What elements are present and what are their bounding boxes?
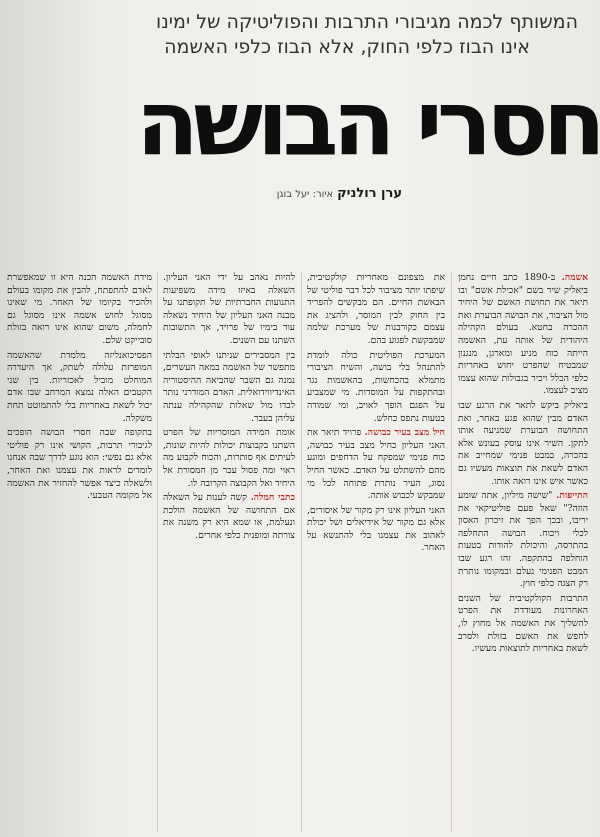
paragraph: התרבות הקולקטיבית של השנים האחרונות מעודדת את הפרט להשליך את האשמה אל מחוץ לו, לחפש את האשם בזולת ולסרב לשאת באחריות לתוצאות מעשיו. [458,592,588,655]
column-divider [301,272,302,832]
paragraph: בין המסבירים שניתנו לאופי הבלתי מתפשר של האשמה במאה העשרים, נמנה גם השבר שהביאה ההיסטוריה האינדיווידואלית. האדם המודרני נותר לבדו מול שאלות שהקהילה ענתה עליהן בעבר. [163,349,295,424]
paragraph: האני העליון אינו רק מקור של איסורים, אלא גם מקור של אידיאלים ושל יכולת לאהוב את עצמנו בלי להתנשא על האחר. [307,504,445,554]
paragraph: התייפות. "שישה מיליון, אתה שומע הוזה?" שאל פעם פוליטיקאי את יריבו, ובכך הפך את זיכרון האסון לכלי ויכוח. הבושה התחלפה בהתרסה, והיכולת להודות בטעות הוחלפה בהתקפה. זהו רגע שבו המבט הפנימי נעלם ובמקומו נותרת רק הצגה כלפי חוץ. [458,490,588,590]
paragraph: חיל מצב בעיר כבושה. פרויד תיאר את האני העליון כחיל מצב בעיר כבושה, כוח פנימי שמפקח על הדחפים ומונע מהם להשתלט על האדם. כאשר החיל נסוג, העיר נותרת פתוחה לכל מי שמבקש לכבוש אותה. [307,427,445,502]
paragraph: אומת המידה המוסריות של הפרט השתנו בקבוצות יכולות להיות שונות, לעיתים אף סותרות, והכוח לקבוע מה ראוי ומה פסול עבר מן המסורת אל היחיד ואל הקבוצה הקרובה לו. [163,427,295,489]
section-lead: אשמה. [561,272,588,283]
paragraph: כתבי חמלה. קשה לענות על השאלה אם התחושה של האשמה הולכת ונעלמת, או שמא היא רק משנה את צורתה ומופנית כלפי אחרים. [163,492,295,541]
article-column-4 [7,272,152,837]
headline: חסרי הבושה [135,71,600,176]
article-column-1 [458,272,588,837]
paragraph: המערכת הפוליטית כולה לומדת להתנהל בלי בושה, והשיח הציבורי מתמלא בהכחשות, בהאשמות נגד ובהתקפות על המוסדות. מי שמצביע על הפגם הופך לאויב, ומי שמודה בטעות נתפס כחלש. [307,349,445,424]
section-lead: חיל מצב בעיר כבושה. [364,427,445,439]
byline-author: ערן רולניק [337,186,402,201]
subtitle-line-1: המשותף לכמה מגיבורי התרבות והפוליטיקה של ימינו [156,11,578,33]
paragraph: להיות נאהב על ידי האני העליון. השאלה באיזו מידה משפיעות התנועות החברתיות של תקופתנו על מבנה האני העליון של היחיד נשאלה עוד בימיו של פרויד, אך התשובות השתנו עם השנים. [163,272,295,346]
paragraph: בתקופה שבה חסרי הבושה הופכים לגיבורי תרבות, הקושי אינו רק פוליטי אלא גם נפשי: הוא נוגע לדרך שבה אנחנו לומדים לראות את עצמנו ואת האחר, ולשאלה כיצד אפשר להחזיר את האשמה אל מקומה הטבעי. [7,427,152,502]
article-column-3 [163,272,295,837]
byline [277,186,402,201]
paragraph: מידת האשמה הכנה היא זו שמאפשרת לאדם להתפתח, להבין את מקומו בעולם ולהכיר בקיומו של האחר. מי שאינו מסוגל לחוש אשמה אינו מסוגל גם לחמלה, משום שהוא אינו רואה בזולת סובייקט שלם. [7,272,152,346]
article-column-2 [307,272,445,837]
column-divider [157,272,158,832]
section-lead: התייפות. [556,490,588,502]
section-lead: כתבי חמלה. [250,492,295,504]
byline-credit: איור: יעל בוגן [276,189,334,200]
paragraph: אשמה. ב-1890 כתב חיים נחמן ביאליק שיר בשם "אכילת אשם" ובו תיאר את תחושת האשם של היחיד מול הציבור, את הבושה הבוערת ואת ההכרה בחטא. בעולם הקהילה היהודית של אותה עת, האשמה הייתה כוח מניע ומארגן, מנגנון שמבטיח שהפרט יחוש באחריות כלפי הכלל ויכיר בגבולות שהוא עצמו מציב לעצמו. [458,272,588,397]
paragraph: את מצפונם מאחריות קולקטיבית, שיפתו יותר מציבור לכל דבר פוליטי של הבאשת החיים. הם מבקשים להפריד בין החוק לבין המוסר, ולהציג את עצמם כקורבנות של מערכת שלמה שמבקשת לפגוע בהם. [307,272,445,346]
subtitle-line-2: אינו הבוז כלפי החוק, אלא הבוז כלפי האשמה [164,36,530,58]
paragraph: הפסיכואנליזה מלמדת שהאשמה המופרזת עלולה לשתק, אך היעדרה המוחלט מוביל לאכזריות. בין שני הקטבים האלה נמצא המרחב שבו אדם יכול לשאת באחריות בלי להתמוטט תחת משקלה. [7,349,152,424]
paragraph: ביאליק ביקש לתאר את הרגע שבו האדם מבין שהוא פגע באחר, ואת התחושה הבוערת שמניעה אותו לתקן. השיר אינו עוסק בעונש אלא בהכרה, במבט פנימי שמחייב את האדם לשאת את תוצאות מעשיו גם כאשר איש אינו רואה אותו. [458,399,588,487]
column-divider [451,272,452,832]
